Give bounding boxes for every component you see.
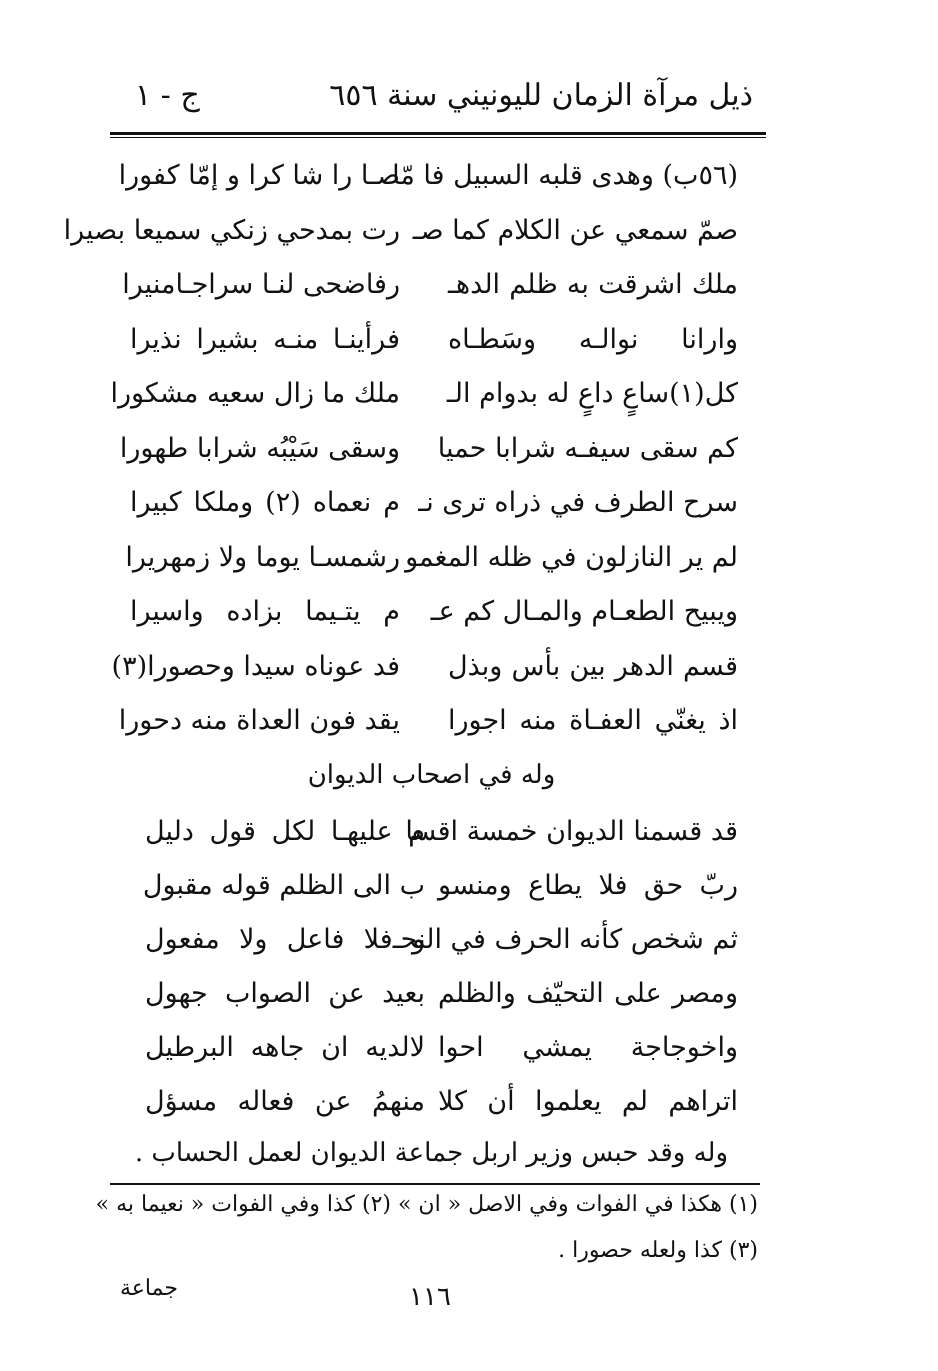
running-title: ذيل مرآة الزمان لليونيني سنة ٦٥٦ — [329, 78, 753, 113]
page-number: ١١٦ — [409, 1282, 451, 1312]
second-hemistich: م نعماه (٢) وملكا كبيرا — [130, 487, 400, 518]
verse-line — [111, 643, 738, 691]
second-hemistich: فد عوناه سيدا وحصورا(٣) — [111, 650, 400, 682]
header-rule — [110, 132, 766, 135]
first-hemistich: (٥٦ب) وهدى قلبه السبيل فا مّا — [392, 160, 738, 191]
footnote-rule — [110, 1183, 760, 1185]
verse-line — [120, 697, 738, 745]
first-hemistich: ومصر على التحيّف والظلم — [438, 978, 738, 1009]
second-hemistich: ملك ما زال سعيه مشكورا — [110, 378, 400, 409]
second-hemistich: وسقى سَيْبُه شرابا طهورا — [119, 432, 400, 464]
second-hemistich: رفاضحى لنـا سراجـامنيرا — [122, 269, 400, 300]
section-heading: وله في اصحاب الديوان — [307, 760, 556, 790]
second-hemistich: يقد فون العداة منه دحورا — [118, 705, 400, 736]
second-hemistich: رت بمدحي زنكي سميعا بصيرا — [63, 214, 400, 246]
verse-line — [120, 916, 738, 964]
verse-line — [120, 316, 738, 364]
footnote-line: (١) هكذا في الفوات وفي الاصل « ان » (٢) كذا وفي الفوات « نعيما به » — [95, 1192, 758, 1217]
first-hemistich: واخوجاجة يمشي احوا — [438, 1032, 738, 1063]
first-hemistich: سرح الطرف في ذراه ترى نـ — [418, 487, 738, 518]
second-hemistich: م يتـيما بزاده واسيرا — [130, 596, 400, 627]
first-hemistich: وارانا نوالـه وسَطـاه — [448, 323, 738, 355]
second-hemistich: رشمسـا يوما ولا زمهريرا — [125, 541, 400, 573]
verse-line — [110, 370, 738, 418]
second-hemistich: م عليهـا لكل قول دليل — [145, 816, 425, 847]
first-hemistich: ثم شخص كأنه الحرف في النحـ — [392, 924, 738, 955]
second-hemistich: لالديه ان جاهه البرطيل — [145, 1032, 425, 1063]
first-hemistich: كم سقى سيفـه شرابا حميا — [437, 432, 738, 464]
verse-line — [120, 808, 738, 856]
verse-line — [120, 1024, 738, 1072]
second-hemistich: بعيد عن الصواب جهول — [145, 978, 425, 1009]
second-hemistich: منهمُ عن فعاله مسؤل — [145, 1086, 425, 1117]
first-hemistich: لم ير النازلون في ظله المغمو — [405, 541, 738, 573]
second-hemistich: فرأينـا منـه بشيرا نذيرا — [130, 323, 400, 355]
first-hemistich: كل(١)ساعٍ داعٍ له بدوام الـ — [446, 378, 738, 409]
second-hemistich: و فلا فاعل ولا مفعول — [145, 924, 425, 955]
verse-line — [120, 534, 738, 582]
verse-line — [120, 862, 738, 910]
first-hemistich: ملك اشرقت به ظلم الدهـ — [448, 269, 738, 300]
page-header — [110, 78, 753, 124]
volume-number: ج - ١ — [135, 78, 200, 113]
verse-line — [120, 1078, 738, 1126]
prose-line: وله وقد حبس وزير اربل جماعة الديوان لعمل الحساب . — [134, 1138, 728, 1168]
first-hemistich: اذ يغنّي العفـاة منه اجورا — [448, 705, 738, 736]
verse-line — [120, 479, 738, 527]
first-hemistich: ربّ حق فلا يطاع ومنسو — [438, 870, 738, 901]
second-hemistich: صـا را شا كرا و إمّا كفورا — [118, 160, 400, 191]
first-hemistich: ويبيح الطعـام والمـال كم عـ — [430, 596, 738, 627]
first-hemistich: قد قسمنا الديوان خمسة اقسا — [405, 816, 738, 847]
header-rule-thin — [110, 137, 766, 138]
first-hemistich: صمّ سمعي عن الكلام كما صـ — [412, 214, 738, 246]
verse-line — [120, 588, 738, 636]
first-hemistich: قسم الدهر بين بأس وبذل — [448, 650, 738, 682]
footnote-line: (٣) كذا ولعله حصورا . — [558, 1238, 758, 1263]
catchword: جماعة — [120, 1276, 178, 1301]
verse-line — [120, 261, 738, 309]
verse-line — [120, 970, 738, 1018]
verse-line — [120, 152, 738, 200]
first-hemistich: اتراهم لم يعلموا أن كلا — [438, 1086, 738, 1117]
verse-line — [63, 207, 738, 255]
verse-line — [120, 425, 738, 473]
second-hemistich: ب الى الظلم قوله مقبول — [142, 870, 425, 901]
